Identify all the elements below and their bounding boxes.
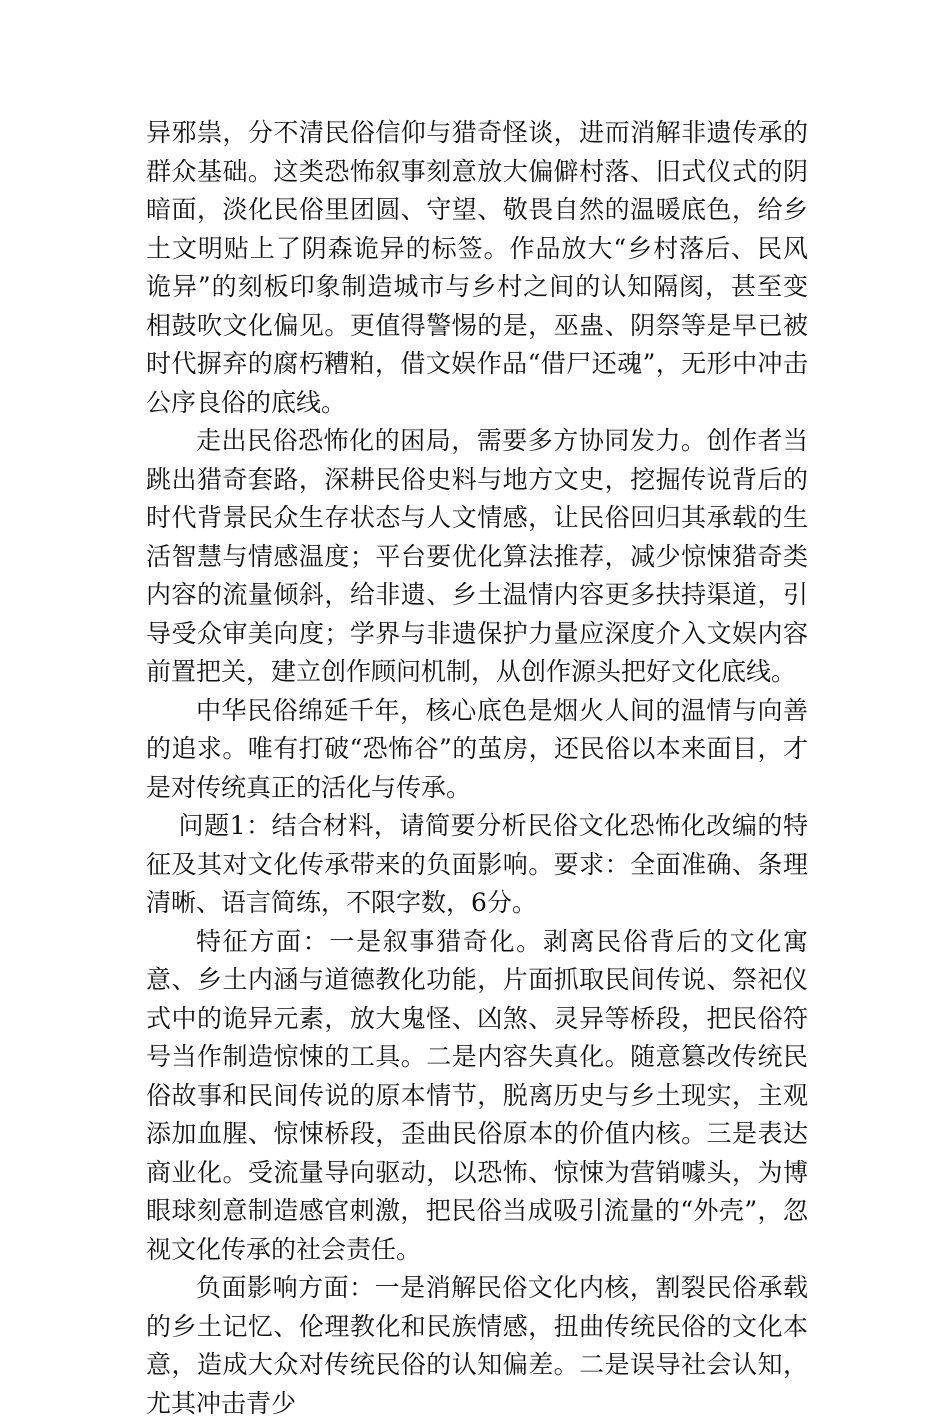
document-body: [146, 114, 808, 1423]
paragraph-solutions: 走出民俗恐怖化的困局，需要多方协同发力。创作者当跳出猎奇套路，深耕民俗史料与地方文史，挖掘传说背后的时代背景民众生存状态与人文情感，让民俗回归其承载的生活智慧与情感温度；平台要优化算法推荐，减少惊悚猎奇类内容的流量倾斜，给非遗、乡土温情内容更多扶持渠道，引导受众审美向度；学界与非遗保护力量应深度介入文娱内容前置把关，建立创作顾问机制，从创作源头把好文化底线。: [146, 426, 808, 686]
paragraph-intro-continued: 异邪祟，分不清民俗信仰与猎奇怪谈，进而消解非遗传承的群众基础。这类恐怖叙事刻意放大偏僻村落、旧式仪式的阴暗面，淡化民俗里团圆、守望、敬畏自然的温暖底色，给乡土文明贴上了阴森诡异的标签。作品放大“乡村落后、民风诡异”的刻板印象制造城市与乡村之间的认知隔阂，甚至变相鼓吹文化偏见。更值得警惕的是，巫蛊、阴祭等是早已被时代摒弃的腐朽糟粕，借文娱作品“借尸还魂”，无形中冲击公序良俗的底线。: [146, 118, 808, 417]
paragraph-conclusion: 中华民俗绵延千年，核心底色是烟火人间的温情与向善的追求。唯有打破“恐怖谷”的茧房，还民俗以本来面目，才是对传统真正的活化与传承。: [146, 695, 808, 802]
answer-negative-impacts: 负面影响方面：一是消解民俗文化内核，割裂民俗承载的乡土记忆、伦理教化和民族情感，扭曲传统民俗的文化本意，造成大众对传统民俗的认知偏差。二是误导社会认知，尤其冲击青少: [146, 1273, 808, 1418]
answer-features: 特征方面：一是叙事猎奇化。剥离民俗背后的文化寓意、乡土内涵与道德教化功能，片面抓取民间传说、祭祀仪式中的诡异元素，放大鬼怪、凶煞、灵异等桥段，把民俗符号当作制造惊悚的工具。二是内容失真化。随意篡改传统民俗故事和民间传说的原本情节，脱离历史与乡土现实，主观添加血腥、惊悚桥段，歪曲民俗原本的价值内核。三是表达商业化。受流量导向驱动，以恐怖、惊悚为营销噱头，为博眼球刻意制造感官刺激，把民俗当成吸引流量的“外壳”，忽视文化传承的社会责任。: [146, 926, 808, 1264]
question-1: 问题1：结合材料，请简要分析民俗文化恐怖化改编的特征及其对文化传承带来的负面影响。要求：全面准确、条理清晰、语言简练，不限字数，6分。: [146, 811, 808, 917]
